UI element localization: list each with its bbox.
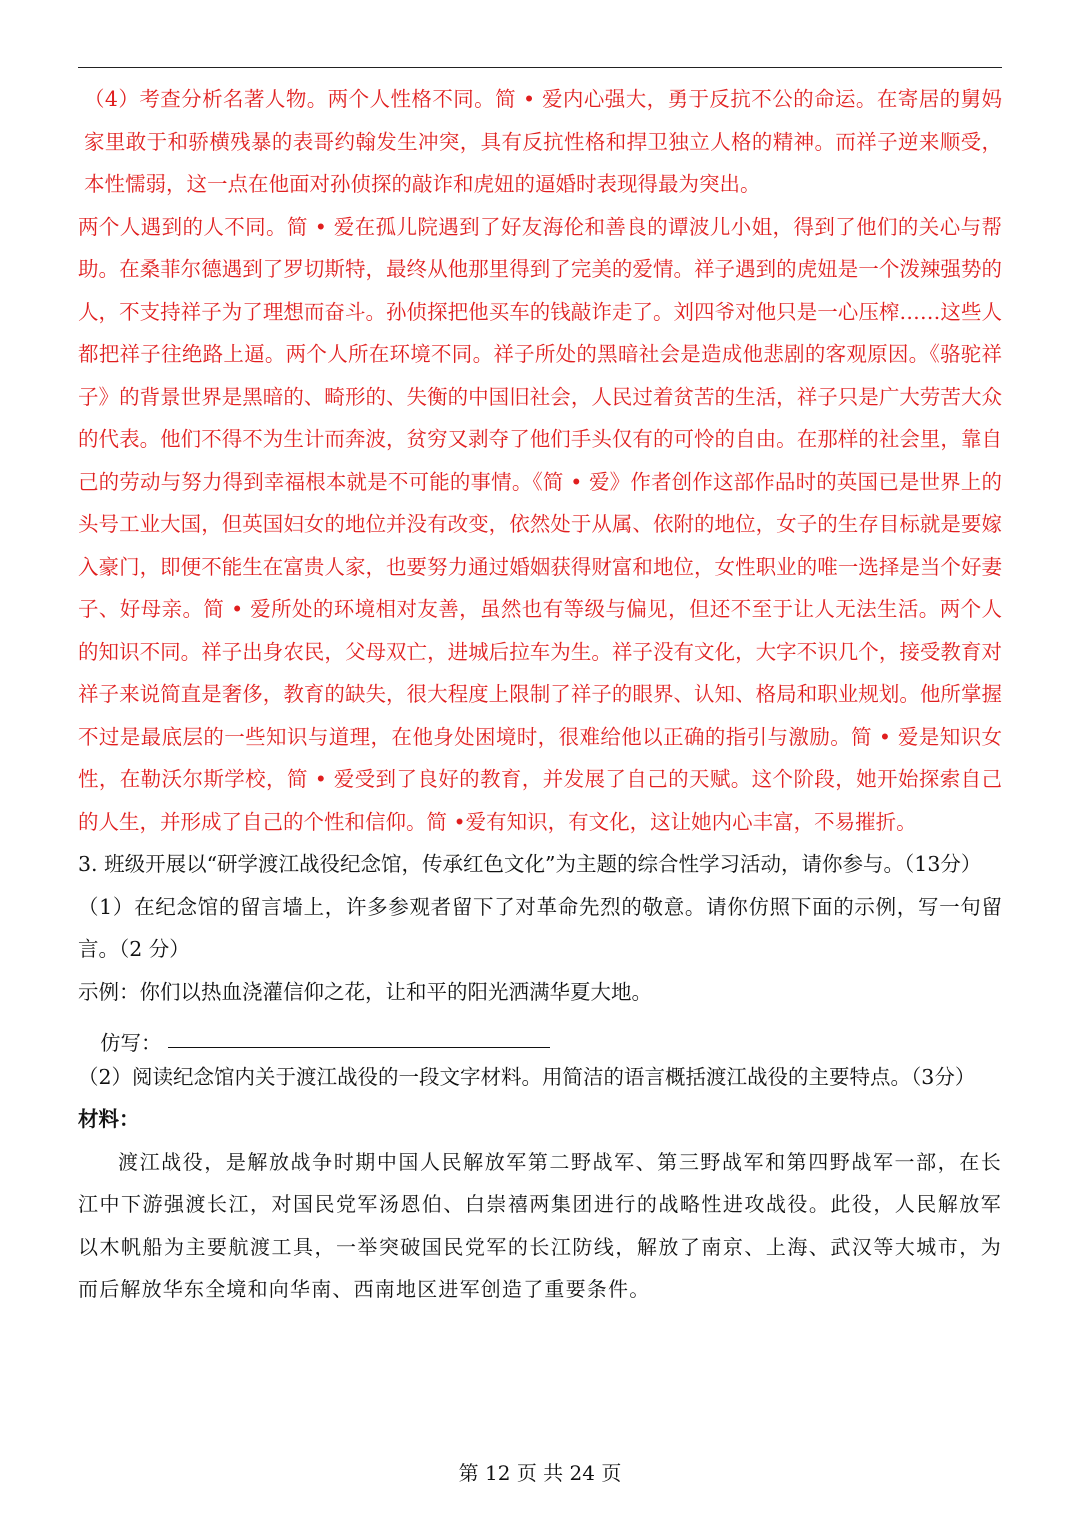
question-3-sub2: （2）阅读纪念馆内关于渡江战役的一段文字材料。用简洁的语言概括渡江战役的主要特点。（3分） [78,1064,976,1089]
imitate-row [78,1013,1002,1056]
answer-4-personality: （4）考查分析名著人物。两个人性格不同。简 • 爱内心强大，勇于反抗不公的命运。在寄居的舅妈家里敢于和骄横残暴的表哥约翰发生冲突，具有反抗性格和捍卫独立人格的精神。而祥子逆来顺受，本性懦弱，这一点在他面对孙侦探的敲诈和虎妞的逼婚时表现得最为突出。 [84,87,1002,196]
imitate-answer-blank[interactable] [168,1047,550,1048]
question-3-sub1: （1）在纪念馆的留言墙上，许多参观者留下了对革命先烈的敬意。请你仿照下面的示例，写一句留言。（2 分） [78,894,1002,961]
question-3-stem: 3. 班级开展以“研学渡江战役纪念馆，传承红色文化”为主题的综合性学习活动，请你参与。（13分） [78,852,982,876]
page-content [78,78,1002,1311]
header-rule [78,67,1002,68]
page-number-footer: 第 12 页 共 24 页 [458,1461,622,1485]
material-label: 材料： [78,1107,140,1131]
material-text: 渡江战役，是解放战争时期中国人民解放军第二野战军、第三野战军和第四野战军一部，在长江中下游强渡长江，对国民党军汤恩伯、白崇禧两集团进行的战略性进攻战役。此役，人民解放军以木帆船为主要航渡工具，一举突破国民党军的长江防线，解放了南京、上海、武汉等大城市，为而后解放华东全境和向华南、西南地区进军创造了重要条件。 [78,1149,1002,1301]
question-3-example: 示例：你们以热血浇灌信仰之花，让和平的阳光洒满华夏大地。 [78,979,652,1004]
answer-4-comparison: 两个人遇到的人不同。简 • 爱在孤儿院遇到了好友海伦和善良的谭波儿小姐，得到了他们的关心与帮助。在桑菲尔德遇到了罗切斯特，最终从他那里得到了完美的爱情。祥子遇到的虎妞是一个泼辣强势的人，不支持祥子为了理想而奋斗。孙侦探把他买车的钱敲诈走了。刘四爷对他只是一心压榨……这些人都把祥子往绝路上逼。两个人所在环境不同。祥子所处的黑暗社会是造成他悲剧的客观原因。《骆驼祥子》的背景世界是黑暗的、畸形的、失衡的中国旧社会，人民过着贫苦的生活，祥子只是广大劳苦大众的代表。他们不得不为生计而奔波，贫穷又剥夺了他们手头仅有的可怜的自由。在那样的社会里，靠自己的劳动与努力得到幸福根本就是不可能的事情。《简 • 爱》作者创作这部作品时的英国已是世界上的头号工业大国，但英国妇女的地位并没有改变，依然处于从属、依附的地位，女子的生存目标就是要嫁入豪门，即便不能生在富贵人家，也要努力通过婚姻获得财富和地位，女性职业的唯一选择是当个好妻子、好母亲。简 • 爱所处的环境相对友善，虽然也有等级与偏见，但还不至于让人无法生活。两个人的知识不同。祥子出身农民，父母双亡，进城后拉车为生。祥子没有文化，大字不识几个，接受教育对祥子来说简直是奢侈，教育的缺失，很大程度上限制了祥子的眼界、认知、格局和职业规划。他所掌握不过是最底层的一些知识与道理，在他身处困境时，很难给他以正确的指引与激励。简 • 爱是知识女性，在勒沃尔斯学校，简 • 爱受到了良好的教育，并发展了自己的天赋。这个阶段，她开始探索自己的人生，并形成了自己的个性和信仰。简 •爱有知识，有文化，这让她内心丰富，不易摧折。 [78,214,1002,834]
imitate-label: 仿写： [100,1030,162,1055]
